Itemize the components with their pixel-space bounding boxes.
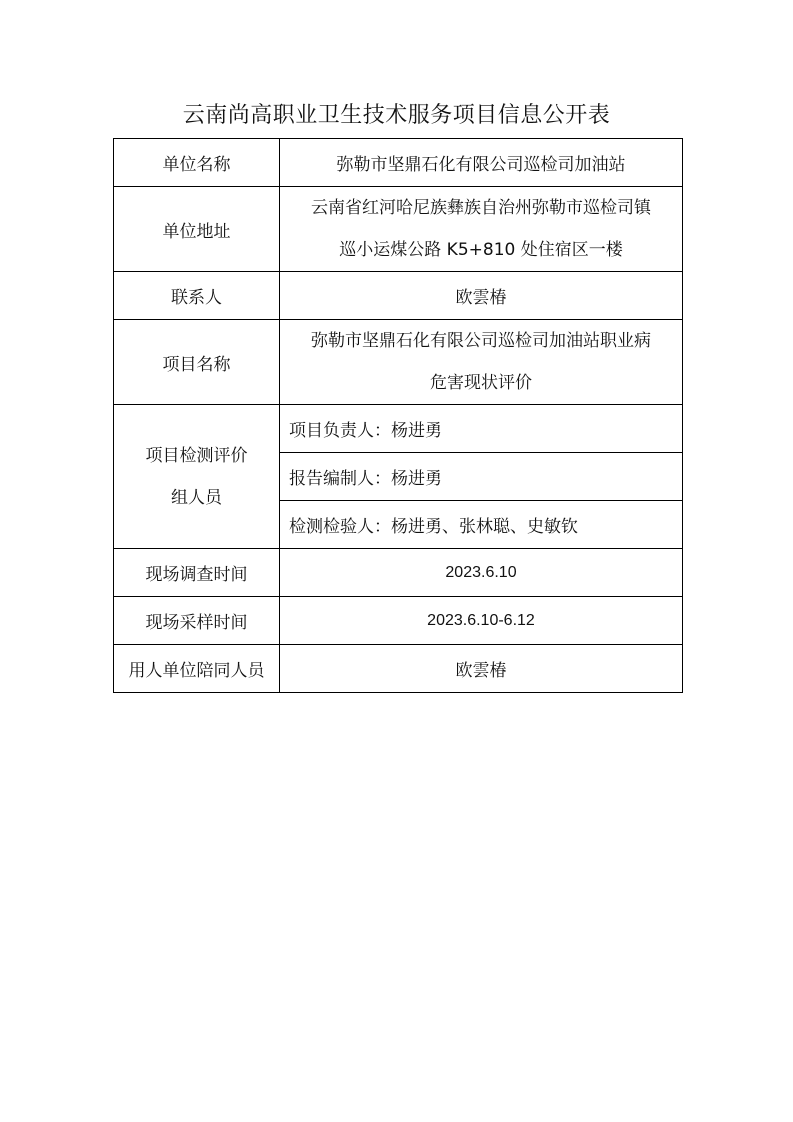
unit-name-value: 弥勒市坚鼎石化有限公司巡检司加油站 bbox=[280, 139, 683, 187]
sampling-time-label: 现场采样时间 bbox=[114, 597, 280, 645]
unit-address-label: 单位地址 bbox=[114, 187, 280, 272]
table-row-survey-time bbox=[114, 549, 683, 597]
team-label bbox=[114, 405, 280, 549]
unit-address-value bbox=[280, 187, 683, 272]
table-row-unit-address bbox=[114, 187, 683, 272]
unit-address-line-2: 巡小运煤公路 K5+810 处住宿区一楼 bbox=[339, 240, 623, 260]
table-row-project-name bbox=[114, 320, 683, 405]
page-title: 云南尚高职业卫生技术服务项目信息公开表 bbox=[182, 103, 611, 128]
info-table bbox=[113, 138, 683, 693]
project-name-value bbox=[280, 320, 683, 405]
contact-value: 欧雲椿 bbox=[280, 272, 683, 320]
survey-time-value: 2023.6.10 bbox=[280, 549, 683, 597]
table-row-accompanying bbox=[114, 645, 683, 693]
table-row-team-1 bbox=[114, 405, 683, 453]
team-member-3: 检测检验人：杨进勇、张林聪、史敏钦 bbox=[280, 501, 683, 549]
project-name-line-1: 弥勒市坚鼎石化有限公司巡检司加油站职业病 bbox=[311, 331, 651, 351]
team-member-2: 报告编制人：杨进勇 bbox=[280, 453, 683, 501]
team-label-line-1: 项目检测评价 bbox=[145, 445, 248, 466]
contact-label: 联系人 bbox=[114, 272, 280, 320]
team-label-line-2: 组人员 bbox=[171, 487, 222, 508]
team-member-1: 项目负责人：杨进勇 bbox=[280, 405, 683, 453]
unit-address-line-1: 云南省红河哈尼族彝族自治州弥勒市巡检司镇 bbox=[311, 198, 651, 218]
table-row-unit-name bbox=[114, 139, 683, 187]
unit-name-label: 单位名称 bbox=[114, 139, 280, 187]
sampling-time-value: 2023.6.10-6.12 bbox=[280, 597, 683, 645]
accompanying-label: 用人单位陪同人员 bbox=[114, 645, 280, 693]
project-name-label: 项目名称 bbox=[114, 320, 280, 405]
project-name-line-2: 危害现状评价 bbox=[430, 373, 532, 393]
table-row-sampling-time bbox=[114, 597, 683, 645]
accompanying-value: 欧雲椿 bbox=[280, 645, 683, 693]
table-row-contact bbox=[114, 272, 683, 320]
survey-time-label: 现场调查时间 bbox=[114, 549, 280, 597]
